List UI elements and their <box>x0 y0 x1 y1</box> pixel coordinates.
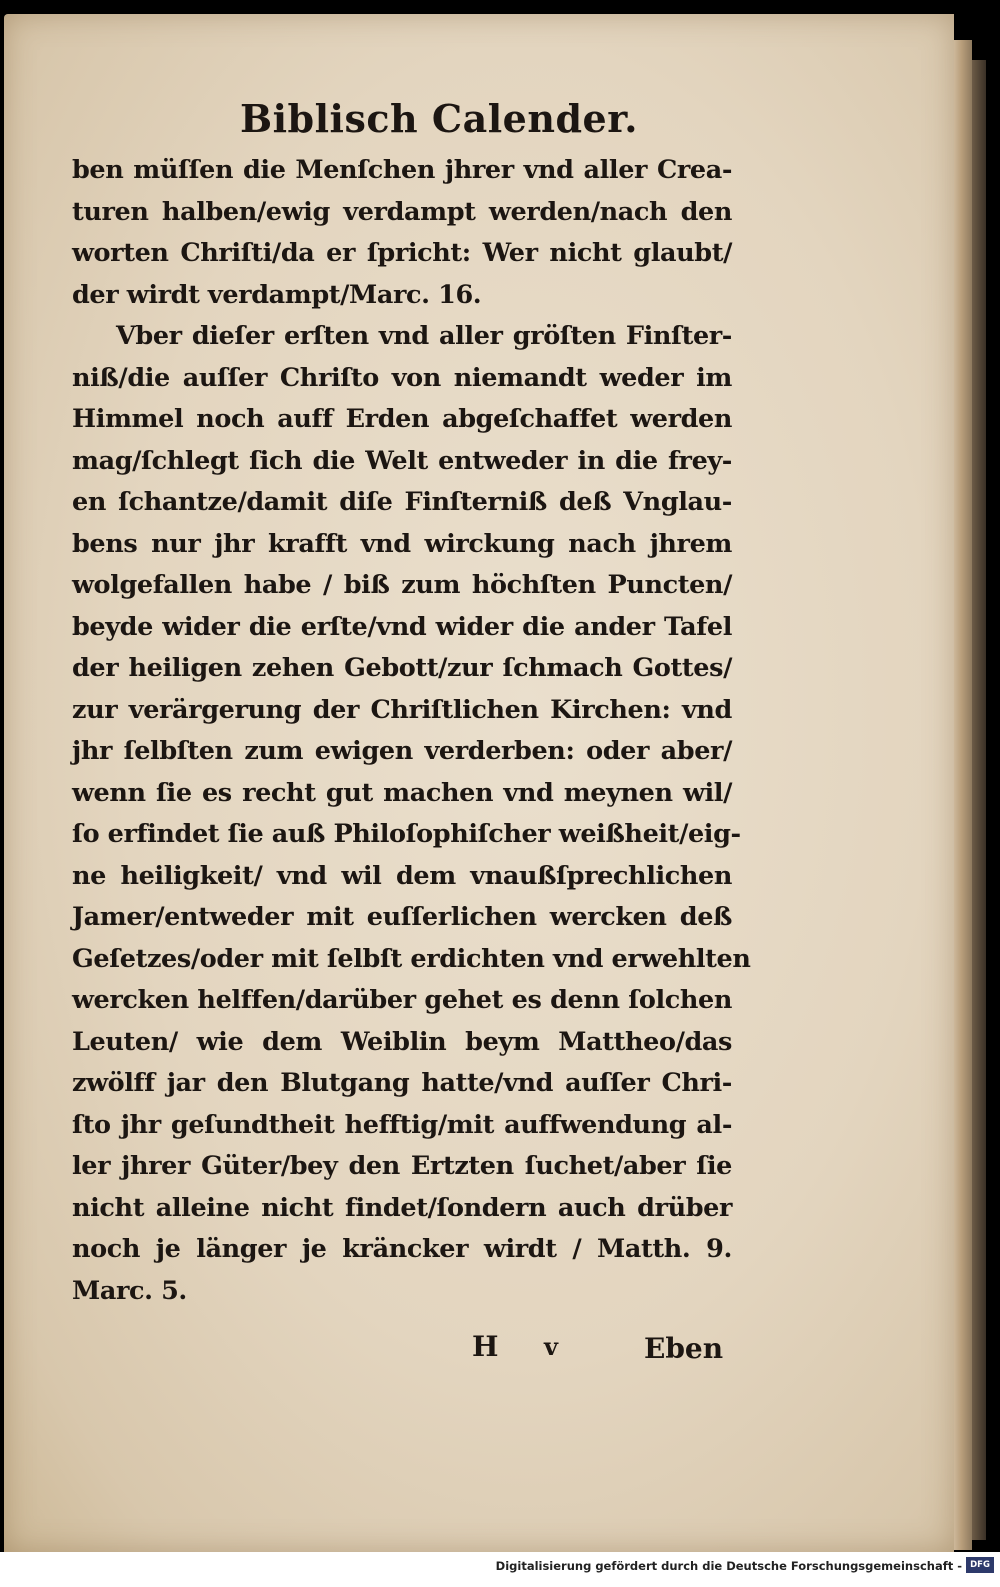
text-line: mag/ſchlegt ſich die Welt entweder in die frey- <box>72 445 732 476</box>
text-line: beyde wider die erſte/vnd wider die ander Tafel <box>72 611 732 642</box>
text-line: wercken helffen/darüber gehet es denn ſolchen <box>72 985 732 1015</box>
running-head: Biblisch Calender. <box>240 96 638 141</box>
text-line: niß/die auſſer Chriſto von niemandt weder im <box>72 362 732 393</box>
book-spine-shadow <box>972 60 986 1540</box>
signature-mark: H <box>472 1330 499 1363</box>
text-line: wenn ſie es recht gut machen vnd meynen wil/ <box>72 777 732 808</box>
dfg-logo: DFG <box>966 1557 994 1573</box>
text-line: ſto jhr geſundtheit hefftig/mit auffwendung al- <box>72 1109 732 1140</box>
text-line: Marc. 5. <box>72 1275 187 1306</box>
text-line: worten Chriſti/da er ſpricht: Wer nicht glaubt/ <box>72 238 732 268</box>
catchword: Eben <box>644 1332 724 1365</box>
text-line: noch je länger je kräncker wirdt / Matth. 9. <box>72 1234 732 1264</box>
text-line: ler jhrer Güter/bey den Ertzten ſuchet/aber ſie <box>72 1151 732 1181</box>
text-line: der wirdt verdampt/Marc. 16. <box>72 279 482 310</box>
text-line: ben müſſen die Menſchen jhrer vnd aller Crea- <box>72 155 732 185</box>
text-line: zwölff jar den Blutgang hatte/vnd auſſer Chri- <box>72 1068 732 1098</box>
text-line: wolgefallen habe / biß zum höchſten Puncten/ <box>72 570 732 600</box>
signature-number: v <box>544 1332 558 1361</box>
catchword-line <box>72 1330 732 1374</box>
body-text <box>72 150 751 1312</box>
text-line: Jamer/entweder mit euſſerlichen wercken deß <box>72 902 732 932</box>
text-line: ne heiligkeit/ vnd wil dem vnaußſprechlichen <box>72 860 732 891</box>
text-line: Geſetzes/oder mit ſelbſt erdichten vnd erwehlten <box>72 943 751 974</box>
text-line: turen halben/ewig verdampt werden/nach den <box>72 196 732 227</box>
funding-credit: Digitalisierung gefördert durch die Deutsche Forschungsgemeinschaft - <box>495 1559 962 1573</box>
text-line: ſo erfindet ſie auß Philoſophiſcher weißheit/eig- <box>72 819 741 849</box>
text-line: jhr ſelbſten zum ewigen verderben: oder aber/ <box>72 736 732 766</box>
text-line: Vber dieſer erſten vnd aller gröſten Finſter- <box>116 321 732 351</box>
text-line: bens nur jhr krafft vnd wirckung nach jhrem <box>72 528 732 559</box>
text-line: der heiligen zehen Gebott/zur ſchmach Gottes/ <box>72 653 732 683</box>
text-line: Himmel noch auff Erden abgeſchaffet werden <box>72 404 732 434</box>
page-edge <box>954 40 972 1550</box>
text-line: zur verärgerung der Chriſtlichen Kirchen: vnd <box>72 694 732 725</box>
text-line: nicht alleine nicht findet/ſondern auch drüber <box>72 1192 732 1223</box>
text-line: en ſchantze/damit diſe Finſterniß deß Vnglau- <box>72 487 732 517</box>
text-line: Leuten/ wie dem Weiblin beym Mattheo/das <box>72 1026 732 1057</box>
